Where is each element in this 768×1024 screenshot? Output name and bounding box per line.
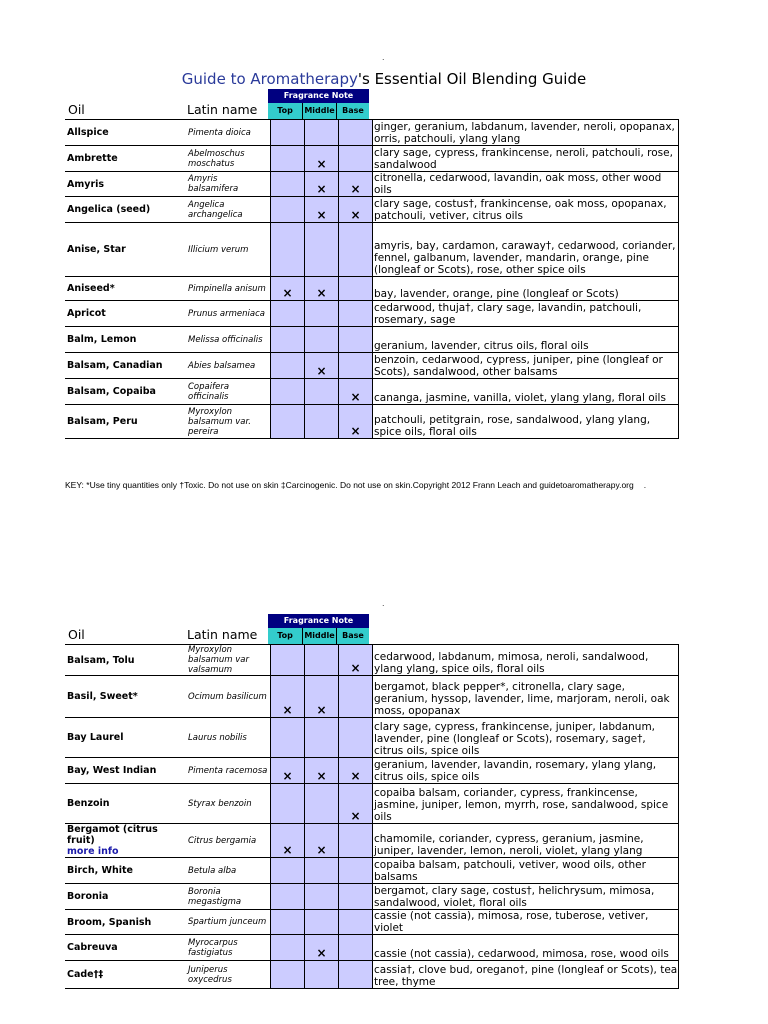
- blends-with-cell: clary sage, cypress, frankincense, juniper, labdanum, lavender, pine (longleaf or Scots), rosemary, sage†, citrus oils, spice oils: [373, 718, 679, 758]
- oil-name-cell: [65, 910, 186, 935]
- base-note-cell: [339, 676, 373, 718]
- blends-with-cell: cassia†, clove bud, oregano†, pine (longleaf or Scots), tea tree, thyme: [373, 961, 679, 989]
- oil-name: Benzoin: [67, 798, 110, 809]
- middle-note-mark: ×: [316, 769, 327, 783]
- oil-name: Aniseed*: [67, 283, 115, 294]
- oil-name: Bergamot (citrus fruit): [67, 824, 158, 846]
- middle-note-mark: ×: [316, 182, 327, 196]
- oil-name-cell: [65, 676, 186, 718]
- oil-name: Balm, Lemon: [67, 334, 137, 345]
- middle-note-cell: [305, 405, 339, 439]
- base-note-cell: [339, 327, 373, 353]
- top-note-cell: [271, 172, 305, 197]
- oil-name: Apricot: [67, 308, 106, 319]
- header-base: Base: [336, 103, 369, 119]
- middle-note-cell: [305, 645, 339, 676]
- base-note-cell: [339, 120, 373, 146]
- table-row-bay-laurel: [65, 718, 679, 758]
- base-note-cell: [339, 223, 373, 277]
- blend-table-section-1: [65, 89, 679, 439]
- table-header: [65, 89, 679, 119]
- blends-with-cell: chamomile, coriander, cypress, geranium, jasmine, juniper, lavender, lemon, neroli, violet, ylang ylang: [373, 824, 679, 858]
- table-row-balsam-copaiba: [65, 379, 679, 405]
- blends-with-cell: cassie (not cassia), mimosa, rose, tuberose, vetiver, violet: [373, 910, 679, 935]
- base-note-cell: [339, 884, 373, 910]
- latin-name-cell: Prunus armeniaca: [186, 301, 271, 327]
- oil-name-cell: [65, 223, 186, 277]
- oil-name-cell: [65, 884, 186, 910]
- more-info-link[interactable]: more info: [67, 846, 119, 857]
- oil-name: Boronia: [67, 891, 109, 902]
- blends-with-cell: benzoin, cedarwood, cypress, juniper, pine (longleaf or Scots), sandalwood, other balsams: [373, 353, 679, 379]
- top-note-cell: [271, 935, 305, 961]
- top-note-cell: [271, 277, 305, 301]
- table-row-balm-lemon: [65, 327, 679, 353]
- base-note-mark: ×: [350, 390, 361, 404]
- top-note-cell: [271, 223, 305, 277]
- base-note-cell: [339, 405, 373, 439]
- header-top: Top: [268, 103, 302, 119]
- header-oil: Oil: [68, 627, 85, 642]
- table-row-ambrette: [65, 146, 679, 172]
- middle-note-cell: [305, 146, 339, 172]
- base-note-mark: ×: [350, 424, 361, 438]
- oil-name: Angelica (seed): [67, 204, 151, 215]
- middle-note-mark: ×: [316, 703, 327, 717]
- latin-name-cell: Betula alba: [186, 858, 271, 884]
- table-row-aniseed: [65, 277, 679, 301]
- base-note-cell: [339, 172, 373, 197]
- oil-name-cell: [65, 379, 186, 405]
- blends-with-cell: cananga, jasmine, vanilla, violet, ylang ylang, floral oils: [373, 379, 679, 405]
- page-dot-1: .: [382, 52, 385, 62]
- blends-with-cell: amyris, bay, cardamon, caraway†, cedarwood, coriander, fennel, galbanum, lavender, mandarin, orange, pine (longleaf or Scots), rose, other spice oils: [373, 223, 679, 277]
- header-top: Top: [268, 628, 302, 644]
- blends-with-cell: ginger, geranium, labdanum, lavender, neroli, opopanax, orris, patchouli, ylang ylang: [373, 120, 679, 146]
- table-row-apricot: [65, 301, 679, 327]
- table-row-benzoin: [65, 784, 679, 824]
- middle-note-mark: ×: [316, 157, 327, 171]
- latin-name-cell: Copaifera officinalis: [186, 379, 271, 405]
- header-fragrance-note: Fragrance Note: [268, 614, 369, 628]
- middle-note-cell: [305, 379, 339, 405]
- latin-name-cell: Melissa officinalis: [186, 327, 271, 353]
- top-note-cell: [271, 718, 305, 758]
- oil-name: Amyris: [67, 178, 105, 190]
- top-note-cell: [271, 884, 305, 910]
- table-row-basil-sweet: [65, 676, 679, 718]
- oil-name-cell: [65, 824, 186, 858]
- middle-note-cell: [305, 910, 339, 935]
- base-note-mark: ×: [350, 661, 361, 675]
- header-middle: Middle: [302, 628, 336, 644]
- table-row-bergamot-citrus-fruit: [65, 824, 679, 858]
- oil-name: Cade†‡: [67, 969, 104, 980]
- blends-with-cell: cedarwood, thuja†, clary sage, lavandin, patchouli, rosemary, sage: [373, 301, 679, 327]
- base-note-cell: [339, 197, 373, 223]
- top-note-cell: [271, 961, 305, 989]
- table-row-cabreuva: [65, 935, 679, 961]
- header-fragrance-note: Fragrance Note: [268, 89, 369, 103]
- latin-name-cell: Illicium verum: [186, 223, 271, 277]
- top-note-cell: [271, 910, 305, 935]
- latin-name-cell: Pimenta racemosa: [186, 758, 271, 784]
- base-note-mark: ×: [350, 769, 361, 783]
- base-note-cell: [339, 935, 373, 961]
- middle-note-mark: ×: [316, 364, 327, 378]
- oil-name-cell: [65, 197, 186, 223]
- middle-note-cell: [305, 327, 339, 353]
- blends-with-cell: clary sage, cypress, frankincense, neroli, patchouli, rose, sandalwood: [373, 146, 679, 172]
- latin-name-cell: Spartium junceum: [186, 910, 271, 935]
- top-note-cell: [271, 197, 305, 223]
- oil-name: Birch, White: [67, 865, 133, 876]
- title-rest: 's Essential Oil Blending Guide: [357, 70, 587, 88]
- middle-note-cell: [305, 758, 339, 784]
- latin-name-cell: Abelmoschus moschatus: [186, 146, 271, 172]
- middle-note-mark: ×: [316, 286, 327, 300]
- oil-name: Balsam, Tolu: [67, 654, 135, 666]
- top-note-cell: [271, 353, 305, 379]
- latin-name-cell: Myroxylon balsamum var valsamum: [186, 645, 271, 676]
- blends-with-cell: patchouli, petitgrain, rose, sandalwood, ylang ylang, spice oils, floral oils: [373, 405, 679, 439]
- blends-with-cell: citronella, cedarwood, lavandin, oak moss, other wood oils: [373, 172, 679, 197]
- oil-name: Balsam, Copaiba: [67, 386, 156, 397]
- base-note-cell: [339, 645, 373, 676]
- key-text: KEY: *Use tiny quantities only †Toxic. Do not use on skin ‡Carcinogenic. Do not use on skin.Copyright 2012 Frann Leach and guidetoaromatherapy.org: [65, 480, 634, 490]
- oil-name-cell: [65, 784, 186, 824]
- middle-note-cell: [305, 961, 339, 989]
- table-row-amyris: [65, 172, 679, 197]
- top-note-mark: ×: [282, 769, 293, 783]
- latin-name-cell: Juniperus oxycedrus: [186, 961, 271, 989]
- top-note-cell: [271, 379, 305, 405]
- middle-note-cell: [305, 353, 339, 379]
- page-dot-2: .: [382, 598, 385, 608]
- top-note-cell: [271, 858, 305, 884]
- table-row-boronia: [65, 884, 679, 910]
- base-note-cell: [339, 301, 373, 327]
- middle-note-mark: ×: [316, 843, 327, 857]
- base-note-mark: ×: [350, 208, 361, 222]
- table-header: [65, 614, 679, 644]
- title-brand-link[interactable]: Guide to Aromatherapy: [181, 70, 358, 88]
- top-note-mark: ×: [282, 286, 293, 300]
- base-note-cell: [339, 379, 373, 405]
- oil-name-cell: [65, 120, 186, 146]
- middle-note-cell: [305, 197, 339, 223]
- table-row-birch-white: [65, 858, 679, 884]
- blends-with-cell: geranium, lavender, citrus oils, floral oils: [373, 327, 679, 353]
- middle-note-cell: [305, 784, 339, 824]
- oil-name-cell: [65, 758, 186, 784]
- top-note-cell: [271, 327, 305, 353]
- blends-with-cell: clary sage, costus†, frankincense, oak moss, opopanax, patchouli, vetiver, citrus oils: [373, 197, 679, 223]
- middle-note-cell: [305, 277, 339, 301]
- page-title: [0, 70, 768, 88]
- blends-with-cell: cedarwood, labdanum, mimosa, neroli, sandalwood, ylang ylang, spice oils, floral oils: [373, 645, 679, 676]
- latin-name-cell: Amyris balsamifera: [186, 172, 271, 197]
- oil-name-cell: [65, 858, 186, 884]
- header-middle: Middle: [302, 103, 336, 119]
- latin-name-cell: Angelica archangelica: [186, 197, 271, 223]
- oil-name-cell: [65, 645, 186, 676]
- blend-table-1: [65, 119, 679, 439]
- base-note-cell: [339, 718, 373, 758]
- oil-name-cell: [65, 961, 186, 989]
- header-latin-name: Latin name: [187, 627, 258, 642]
- middle-note-cell: [305, 172, 339, 197]
- top-note-cell: [271, 784, 305, 824]
- top-note-cell: [271, 405, 305, 439]
- base-note-cell: [339, 784, 373, 824]
- middle-note-cell: [305, 884, 339, 910]
- blends-with-cell: bergamot, clary sage, costus†, helichrysum, mimosa, sandalwood, violet, floral oils: [373, 884, 679, 910]
- header-oil: Oil: [68, 102, 85, 117]
- top-note-cell: [271, 758, 305, 784]
- latin-name-cell: Pimenta dioica: [186, 120, 271, 146]
- base-note-mark: ×: [350, 809, 361, 823]
- oil-name: Basil, Sweet*: [67, 691, 138, 702]
- top-note-cell: [271, 824, 305, 858]
- base-note-mark: ×: [350, 182, 361, 196]
- oil-name-cell: [65, 718, 186, 758]
- oil-name: Allspice: [67, 127, 109, 138]
- key-legend-1: [65, 480, 646, 490]
- middle-note-cell: [305, 718, 339, 758]
- oil-name: Anise, Star: [67, 244, 126, 255]
- base-note-cell: [339, 858, 373, 884]
- oil-name-cell: [65, 172, 186, 197]
- latin-name-cell: Styrax benzoin: [186, 784, 271, 824]
- base-note-cell: [339, 146, 373, 172]
- table-row-balsam-tolu: [65, 645, 679, 676]
- header-latin-name: Latin name: [187, 102, 258, 117]
- oil-name-cell: [65, 146, 186, 172]
- oil-name: Balsam, Peru: [67, 416, 138, 427]
- latin-name-cell: Abies balsamea: [186, 353, 271, 379]
- table-row-angelica-seed: [65, 197, 679, 223]
- latin-name-cell: Ocimum basilicum: [186, 676, 271, 718]
- top-note-cell: [271, 146, 305, 172]
- middle-note-cell: [305, 223, 339, 277]
- latin-name-cell: Boronia megastigma: [186, 884, 271, 910]
- table-row-balsam-canadian: [65, 353, 679, 379]
- base-note-cell: [339, 910, 373, 935]
- base-note-cell: [339, 824, 373, 858]
- latin-name-cell: Myrocarpus fastigiatus: [186, 935, 271, 961]
- oil-name-cell: [65, 405, 186, 439]
- latin-name-cell: Citrus bergamia: [186, 824, 271, 858]
- blends-with-cell: copaiba balsam, patchouli, vetiver, wood oils, other balsams: [373, 858, 679, 884]
- table-row-balsam-peru: [65, 405, 679, 439]
- blends-with-cell: bergamot, black pepper*, citronella, clary sage, geranium, hyssop, lavender, lime, marjoram, neroli, oak moss, opopanax: [373, 676, 679, 718]
- oil-name: Cabreuva: [67, 942, 118, 953]
- latin-name-cell: Myroxylon balsamum var. pereira: [186, 405, 271, 439]
- latin-name-cell: Pimpinella anisum: [186, 277, 271, 301]
- top-note-mark: ×: [282, 703, 293, 717]
- top-note-cell: [271, 301, 305, 327]
- middle-note-mark: ×: [316, 208, 327, 222]
- oil-name-cell: [65, 327, 186, 353]
- base-note-cell: [339, 277, 373, 301]
- blends-with-cell: geranium, lavender, lavandin, rosemary, ylang ylang, citrus oils, spice oils: [373, 758, 679, 784]
- oil-name-cell: [65, 301, 186, 327]
- top-note-cell: [271, 645, 305, 676]
- oil-name: Bay, West Indian: [67, 765, 157, 776]
- middle-note-cell: [305, 858, 339, 884]
- blend-table-section-2: [65, 614, 679, 989]
- base-note-cell: [339, 353, 373, 379]
- header-base: Base: [336, 628, 369, 644]
- table-row-broom-spanish: [65, 910, 679, 935]
- middle-note-cell: [305, 935, 339, 961]
- oil-name: Balsam, Canadian: [67, 360, 163, 371]
- middle-note-mark: ×: [316, 946, 327, 960]
- top-note-mark: ×: [282, 843, 293, 857]
- top-note-cell: [271, 120, 305, 146]
- oil-name: Broom, Spanish: [67, 916, 152, 928]
- key-dot: .: [643, 480, 647, 490]
- blends-with-cell: cassie (not cassia), cedarwood, mimosa, rose, wood oils: [373, 935, 679, 961]
- blends-with-cell: bay, lavender, orange, pine (longleaf or Scots): [373, 277, 679, 301]
- oil-name: Ambrette: [67, 153, 118, 164]
- base-note-cell: [339, 758, 373, 784]
- oil-name-cell: [65, 935, 186, 961]
- base-note-cell: [339, 961, 373, 989]
- table-row-bay-west-indian: [65, 758, 679, 784]
- middle-note-cell: [305, 676, 339, 718]
- top-note-cell: [271, 676, 305, 718]
- middle-note-cell: [305, 824, 339, 858]
- middle-note-cell: [305, 301, 339, 327]
- oil-name: Bay Laurel: [67, 732, 124, 743]
- table-row-allspice: [65, 120, 679, 146]
- latin-name-cell: Laurus nobilis: [186, 718, 271, 758]
- table-row-anise-star: [65, 223, 679, 277]
- oil-name-cell: [65, 353, 186, 379]
- blend-table-2: [65, 644, 679, 989]
- table-row-cade: [65, 961, 679, 989]
- middle-note-cell: [305, 120, 339, 146]
- blends-with-cell: copaiba balsam, coriander, cypress, frankincense, jasmine, juniper, lemon, myrrh, rose, sandalwood, spice oils: [373, 784, 679, 824]
- oil-name-cell: [65, 277, 186, 301]
